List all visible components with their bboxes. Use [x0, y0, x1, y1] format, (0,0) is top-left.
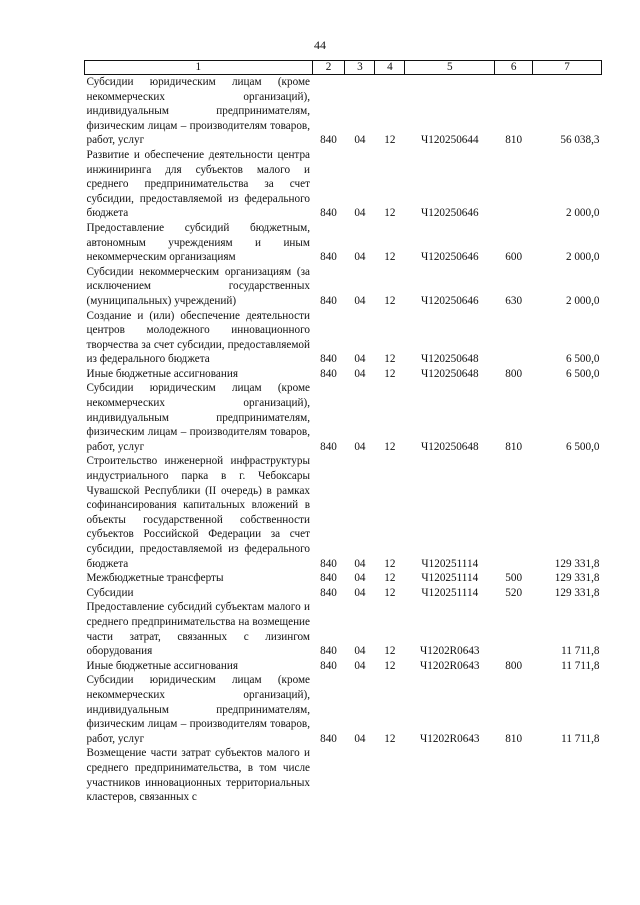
header-col-3: 3 [345, 61, 375, 75]
row-target-article: Ч120251114 [421, 572, 479, 585]
row-section: 04 [354, 572, 366, 585]
row-section: 04 [354, 440, 366, 453]
row-ministry-code [312, 746, 345, 804]
row-target-article: Ч120250648 [420, 367, 479, 380]
row-target-article: Ч120251114 [421, 557, 479, 570]
row-amount: 6 500,0 [565, 353, 600, 366]
table-row [85, 673, 602, 746]
row-section: 04 [354, 353, 366, 366]
row-expense-type: 500 [505, 572, 523, 585]
row-section: 04 [354, 294, 366, 307]
row-expense-type: 800 [505, 659, 523, 672]
table-row [85, 586, 602, 601]
row-target-article: Ч120250646 [420, 207, 479, 220]
row-subsection: 12 [384, 251, 396, 264]
row-expense-type [495, 600, 533, 658]
row-name: Субсидии некоммерческим организациям (за исключением государственных (муниципальных) учреждений) [86, 265, 311, 307]
row-expense-type: 630 [505, 294, 523, 307]
row-ministry-code: 840 [320, 294, 337, 307]
row-expense-type: 810 [505, 440, 523, 453]
row-subsection: 12 [384, 659, 396, 672]
row-name: Создание и (или) обеспечение деятельности центров молодежного инновационного творчества за счет субсидии, предоставляемой из федерального бюджета [86, 309, 311, 366]
row-expense-type [495, 148, 533, 221]
table-row [85, 659, 602, 674]
row-expense-type: 810 [505, 134, 523, 147]
table-row [85, 148, 602, 221]
row-section: 04 [354, 645, 366, 658]
page-number: 44 [314, 38, 326, 52]
row-target-article [405, 746, 495, 804]
row-subsection: 12 [384, 572, 396, 585]
row-subsection: 12 [384, 294, 396, 307]
row-ministry-code: 840 [320, 353, 337, 366]
row-section: 04 [354, 251, 366, 264]
row-target-article: Ч1202R0643 [420, 645, 480, 658]
row-section: 04 [354, 367, 366, 380]
row-expense-type [495, 309, 533, 367]
header-col-6: 6 [495, 61, 533, 75]
row-target-article: Ч120250648 [420, 353, 479, 366]
table-row [85, 571, 602, 586]
row-name: Субсидии юридическим лицам (кроме некоммерческих организаций), индивидуальным предпринимателям, физическим лицам – производителям товаров, работ, услуг [86, 674, 311, 745]
row-amount: 129 331,8 [554, 557, 600, 570]
row-subsection: 12 [384, 207, 396, 220]
row-expense-type: 800 [505, 367, 523, 380]
row-amount: 2 000,0 [565, 251, 600, 264]
table-row [85, 600, 602, 658]
row-amount [533, 746, 602, 804]
table-row [85, 309, 602, 367]
table-row [85, 746, 602, 804]
row-ministry-code: 840 [320, 659, 337, 672]
row-amount: 6 500,0 [565, 367, 600, 380]
row-subsection [375, 746, 405, 804]
header-col-4: 4 [375, 61, 405, 75]
row-target-article: Ч120251114 [421, 586, 479, 599]
row-target-article: Ч1202R0643 [420, 659, 480, 672]
row-amount: 129 331,8 [554, 586, 600, 599]
row-ministry-code: 840 [320, 251, 337, 264]
row-expense-type: 520 [505, 586, 523, 599]
row-expense-type: 810 [505, 732, 523, 745]
row-name: Предоставление субсидий бюджетным, автономным учреждениям и иным некоммерческим организациям [86, 221, 311, 264]
row-section: 04 [354, 732, 366, 745]
row-subsection: 12 [384, 353, 396, 366]
row-name: Субсидии юридическим лицам (кроме некоммерческих организаций), индивидуальным предпринимателям, физическим лицам – производителям товаров, работ, услуг [86, 382, 311, 453]
table-row [85, 75, 602, 148]
header-col-7: 7 [533, 61, 602, 75]
row-ministry-code: 840 [320, 134, 337, 147]
row-section: 04 [354, 557, 366, 570]
row-subsection: 12 [384, 557, 396, 570]
row-name: Иные бюджетные ассигнования [86, 367, 238, 380]
row-name: Межбюджетные трансферты [86, 572, 224, 585]
row-ministry-code: 840 [320, 645, 337, 658]
row-section: 04 [354, 207, 366, 220]
header-col-5: 5 [405, 61, 495, 75]
row-subsection: 12 [384, 367, 396, 380]
table-row [85, 367, 602, 382]
row-amount: 129 331,8 [554, 572, 600, 585]
row-subsection: 12 [384, 732, 396, 745]
row-name: Развитие и обеспечение деятельности центра инжиниринга для субъектов малого и среднего предпринимательства за счет субсидии, предоставляемой из федерального бюджета [86, 148, 311, 220]
row-ministry-code: 840 [320, 586, 337, 599]
budget-table [84, 60, 602, 805]
row-amount: 2 000,0 [565, 207, 600, 220]
row-subsection: 12 [384, 134, 396, 147]
row-expense-type [495, 746, 533, 804]
row-amount: 11 711,8 [561, 659, 600, 672]
row-amount: 11 711,8 [561, 645, 600, 658]
row-amount: 11 711,8 [561, 732, 600, 745]
row-section [345, 746, 375, 804]
row-name: Предоставление субсидий субъектам малого и среднего предпринимательства на возмещение части затрат, связанных с лизингом оборудования [86, 601, 311, 658]
row-ministry-code: 840 [320, 557, 337, 570]
row-section: 04 [354, 586, 366, 599]
row-name: Субсидии юридическим лицам (кроме некоммерческих организаций), индивидуальным предпринимателям, физическим лицам – производителям товаров, работ, услуг [86, 76, 311, 147]
row-target-article: Ч120250644 [420, 134, 479, 147]
row-target-article: Ч120250648 [420, 440, 479, 453]
row-subsection: 12 [384, 440, 396, 453]
table-row [85, 265, 602, 309]
table-row [85, 221, 602, 265]
row-ministry-code: 840 [320, 440, 337, 453]
header-col-1: 1 [85, 61, 313, 75]
row-section: 04 [354, 659, 366, 672]
row-expense-type [495, 454, 533, 571]
row-name: Строительство инженерной инфраструктуры индустриального парка в г. Чебоксары Чувашской Республики (II очередь) в рамках софинансирования капитальных вложений в объекты государственной собственности субъектов Российской Федерации за счет субсидии, предоставляемой из федерального бюджета [86, 455, 311, 570]
row-amount: 6 500,0 [565, 440, 600, 453]
row-amount: 56 038,3 [560, 134, 600, 147]
row-name: Субсидии [86, 586, 134, 599]
row-ministry-code: 840 [320, 572, 337, 585]
row-target-article: Ч120250646 [420, 251, 479, 264]
row-target-article: Ч120250646 [420, 294, 479, 307]
row-amount: 2 000,0 [565, 294, 600, 307]
table-row [85, 454, 602, 571]
header-col-2: 2 [312, 61, 345, 75]
row-subsection: 12 [384, 586, 396, 599]
table-row [85, 381, 602, 454]
row-subsection: 12 [384, 645, 396, 658]
table-body [85, 75, 602, 805]
header-row [85, 61, 602, 75]
row-name: Возмещение части затрат субъектов малого и среднего предпринимательства, в том числе участников инновационных территориальных кластеров, связанных с [86, 747, 311, 804]
row-section: 04 [354, 134, 366, 147]
row-ministry-code: 840 [320, 367, 337, 380]
row-expense-type: 600 [505, 251, 523, 264]
row-name: Иные бюджетные ассигнования [86, 659, 238, 672]
row-target-article: Ч1202R0643 [420, 732, 480, 745]
row-ministry-code: 840 [320, 732, 337, 745]
row-ministry-code: 840 [320, 207, 337, 220]
